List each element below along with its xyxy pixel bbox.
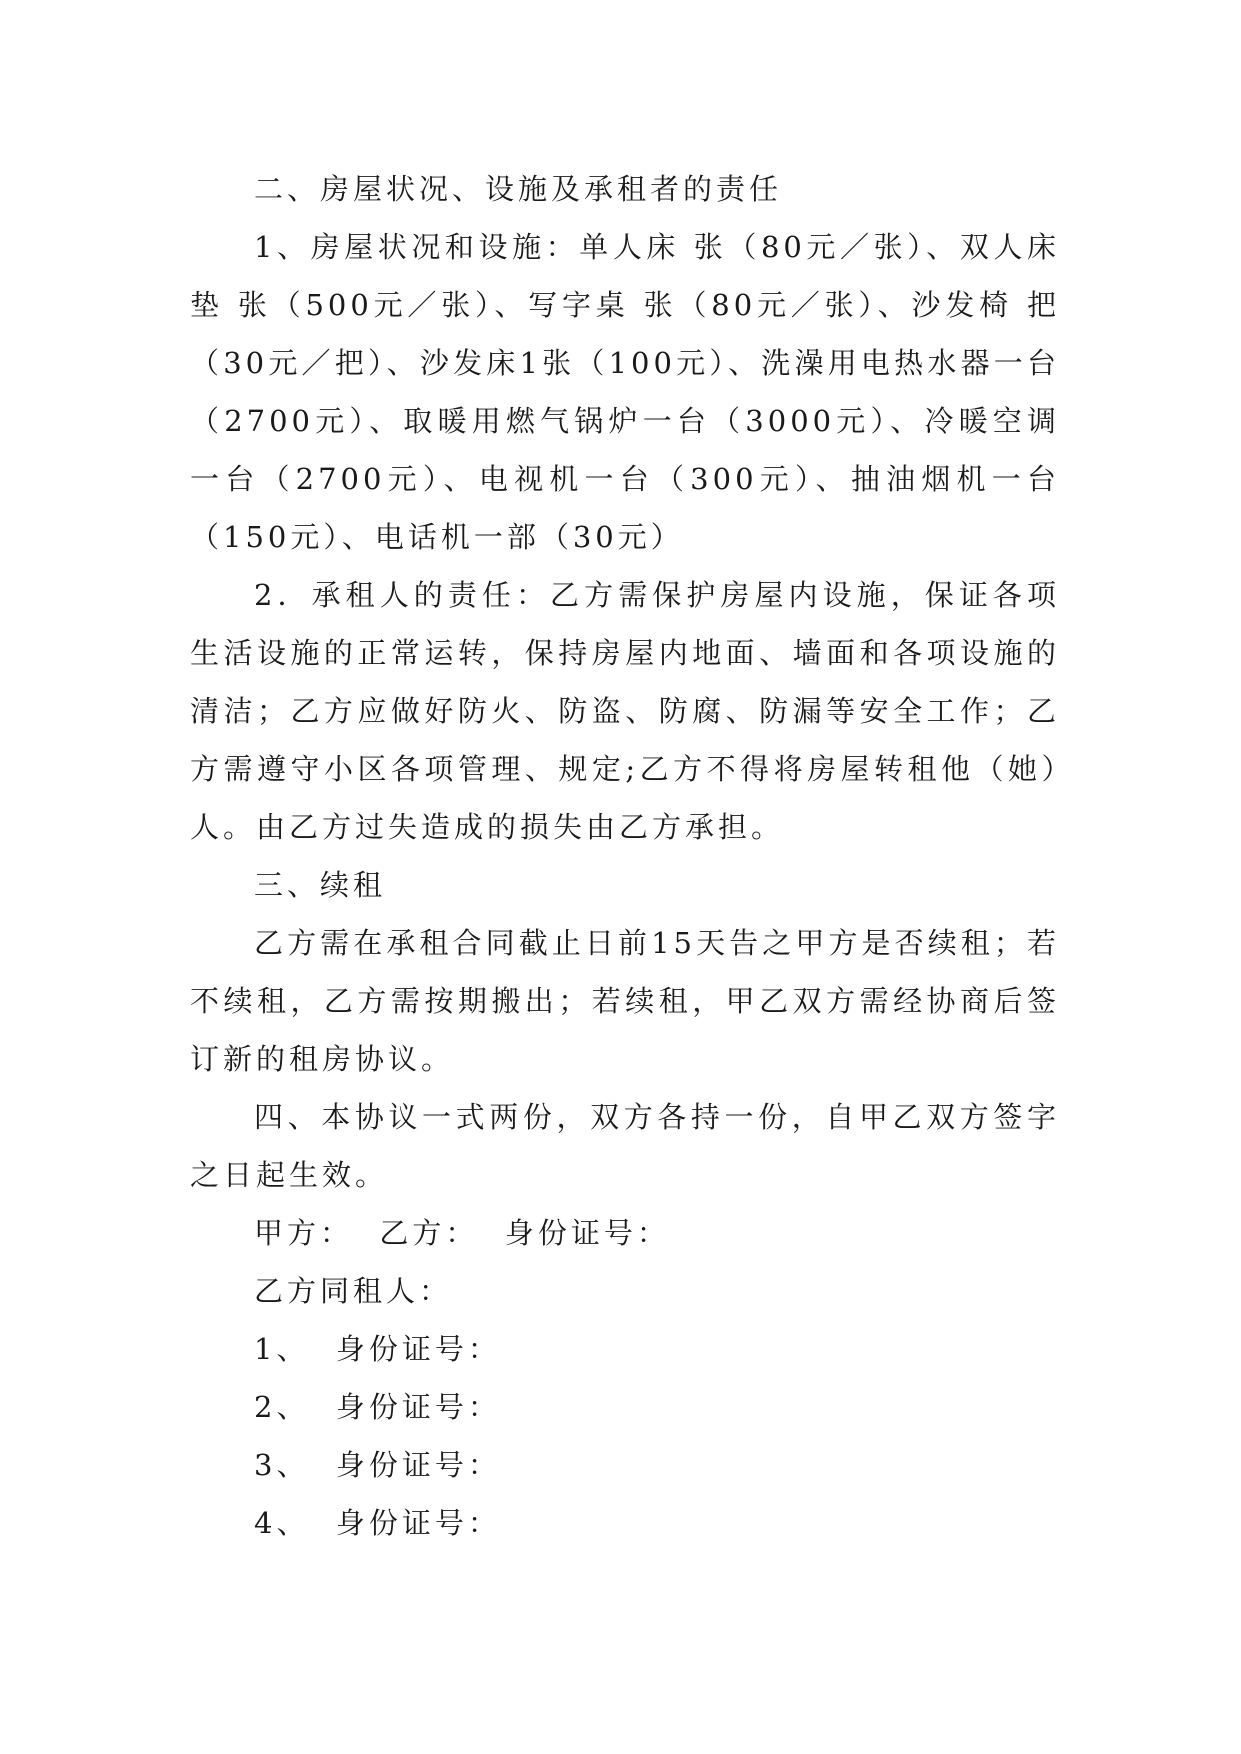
section-heading-renewal: 三、续租 <box>254 868 387 902</box>
tenant-responsibility-paragraph: 2．承租人的责任：乙方需保护房屋内设施，保证各项生活设施的正常运转，保持房屋内地面、墙面和各项设施的清洁；乙方应做好防火、防盗、防腐、防漏等安全工作；乙方需遵守小区各项管理、规定;乙方不得将房屋转租他（她）人。由乙方过失造成的损失由乙方承担。 <box>190 578 1060 844</box>
agreement-effect-paragraph: 四、本协议一式两份，双方各持一份，自甲乙双方签字之日起生效。 <box>190 1100 1060 1192</box>
renewal-paragraph: 乙方需在承租合同截止日前15天告之甲方是否续租；若不续租，乙方需按期搬出；若续租，甲乙双方需经协商后签订新的租房协议。 <box>190 926 1060 1076</box>
co-tenant-line: 1、 身份证号： <box>254 1332 501 1366</box>
signature-line: 甲方： 乙方： 身份证号： <box>254 1216 670 1250</box>
document-body <box>190 160 1060 1552</box>
section-heading-house-condition: 二、房屋状况、设施及承租者的责任 <box>254 172 783 206</box>
co-tenant-line: 2、 身份证号： <box>254 1390 501 1424</box>
co-tenant-line: 3、 身份证号： <box>254 1448 501 1482</box>
co-tenant-heading: 乙方同租人： <box>254 1274 453 1308</box>
facilities-paragraph: 1、房屋状况和设施：单人床 张（80元／张）、双人床垫 张（500元／张）、写字桌 张（80元／张）、沙发椅 把（30元／把）、沙发床1张（100元）、洗澡用电热水器一台（2700元）、取暖用燃气锅炉一台（3000元）、冷暖空调一台（2700元）、电视机一台（300元）、抽油烟机一台（150元）、电话机一部（30元） <box>190 230 1060 554</box>
co-tenant-line: 4、 身份证号： <box>254 1506 501 1540</box>
